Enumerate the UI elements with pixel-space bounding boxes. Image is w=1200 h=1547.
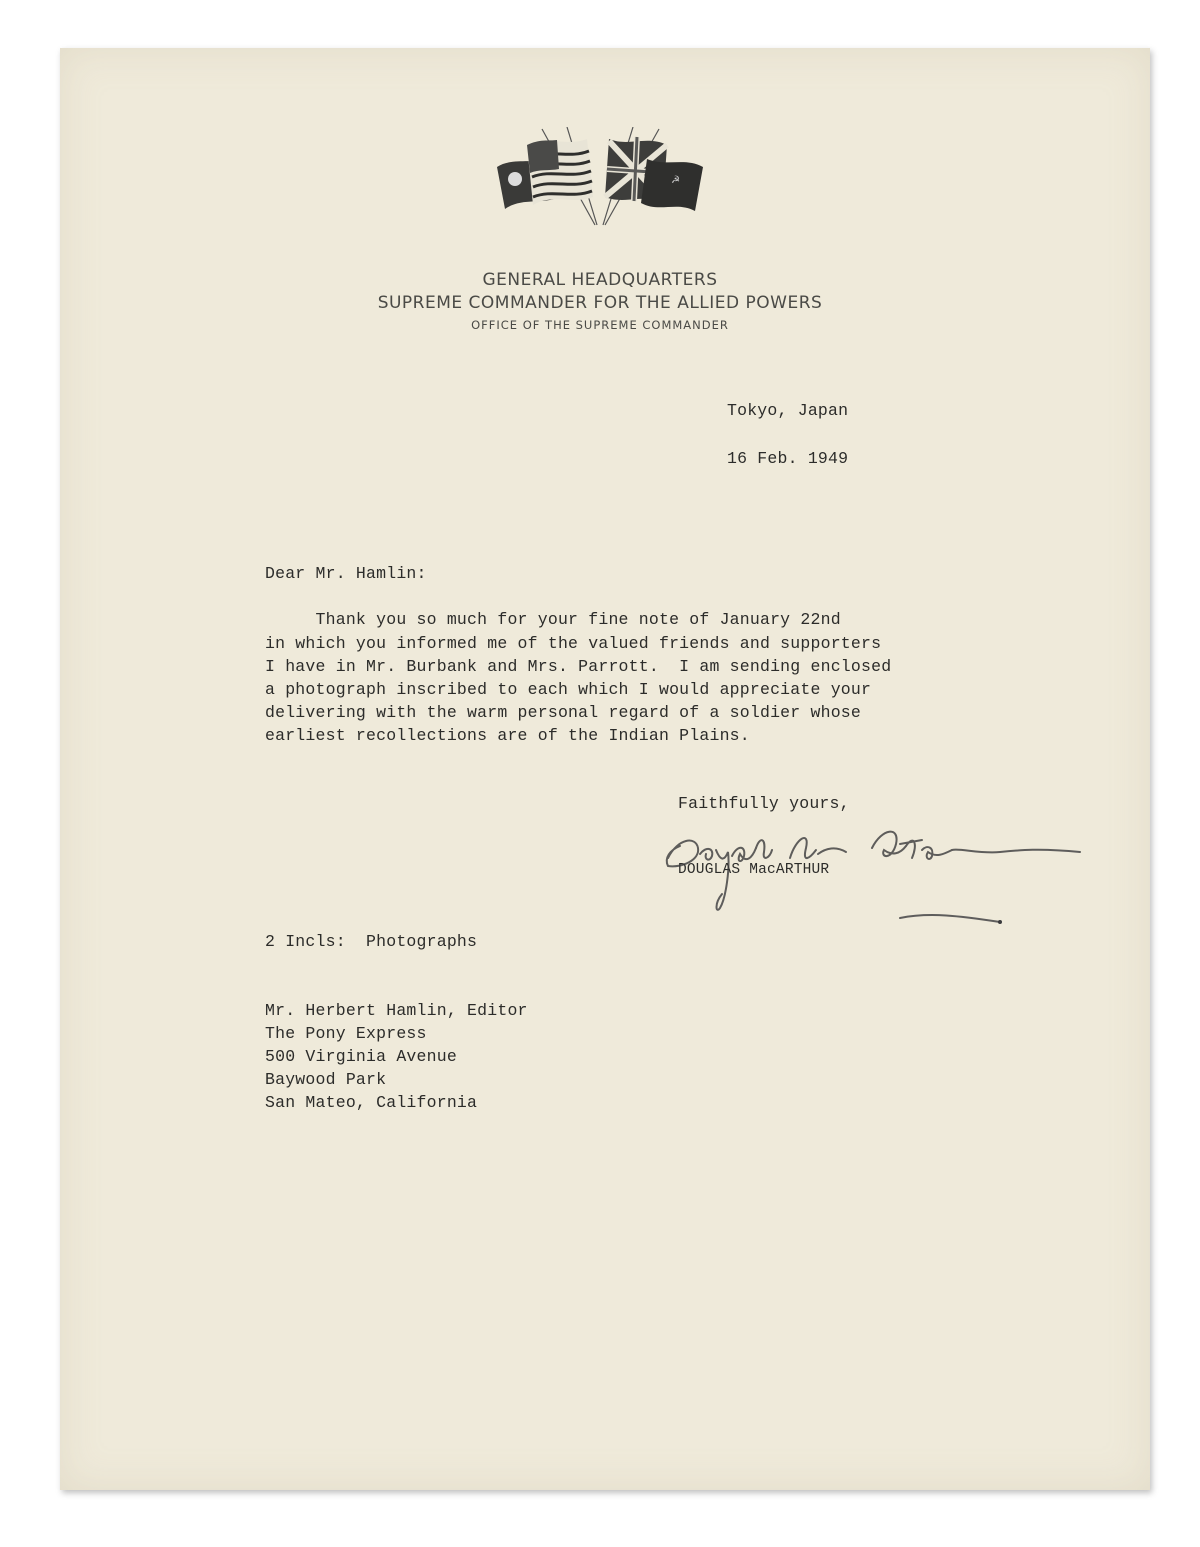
address-line: Baywood Park: [265, 1070, 387, 1089]
place: Tokyo, Japan: [727, 401, 849, 420]
allied-flags-emblem: [487, 127, 713, 227]
letter-sheet: [60, 48, 1150, 1490]
address-line: 500 Virginia Avenue: [265, 1047, 457, 1066]
closing: Faithfully yours,: [678, 794, 850, 813]
handwritten-signature: [660, 808, 1100, 948]
address-line: San Mateo, California: [265, 1093, 478, 1112]
svg-text:☭: ☭: [671, 175, 680, 186]
letterhead-line-2: SUPREME COMMANDER FOR THE ALLIED POWERS: [377, 293, 823, 313]
signer-name: DOUGLAS MacARTHUR: [678, 862, 830, 878]
body-line: earliest recollections are of the Indian Plains.: [265, 726, 750, 745]
body-line: in which you informed me of the valued friends and supporters: [265, 634, 882, 653]
enclosures-note: 2 Incls: Photographs: [265, 932, 478, 951]
date: 16 Feb. 1949: [727, 449, 849, 468]
salutation: Dear Mr. Hamlin:: [265, 564, 427, 583]
body-line: I have in Mr. Burbank and Mrs. Parrott. I am sending enclosed: [265, 657, 892, 676]
body-line: delivering with the warm personal regard of a soldier whose: [265, 703, 861, 722]
body-line: Thank you so much for your fine note of January 22nd: [265, 610, 841, 629]
letterhead-line-1: GENERAL HEADQUARTERS: [482, 270, 718, 290]
address-line: Mr. Herbert Hamlin, Editor: [265, 1001, 528, 1020]
address-line: The Pony Express: [265, 1024, 427, 1043]
body-line: a photograph inscribed to each which I would appreciate your: [265, 680, 872, 699]
letterhead-line-3: OFFICE OF THE SUPREME COMMANDER: [471, 318, 729, 332]
